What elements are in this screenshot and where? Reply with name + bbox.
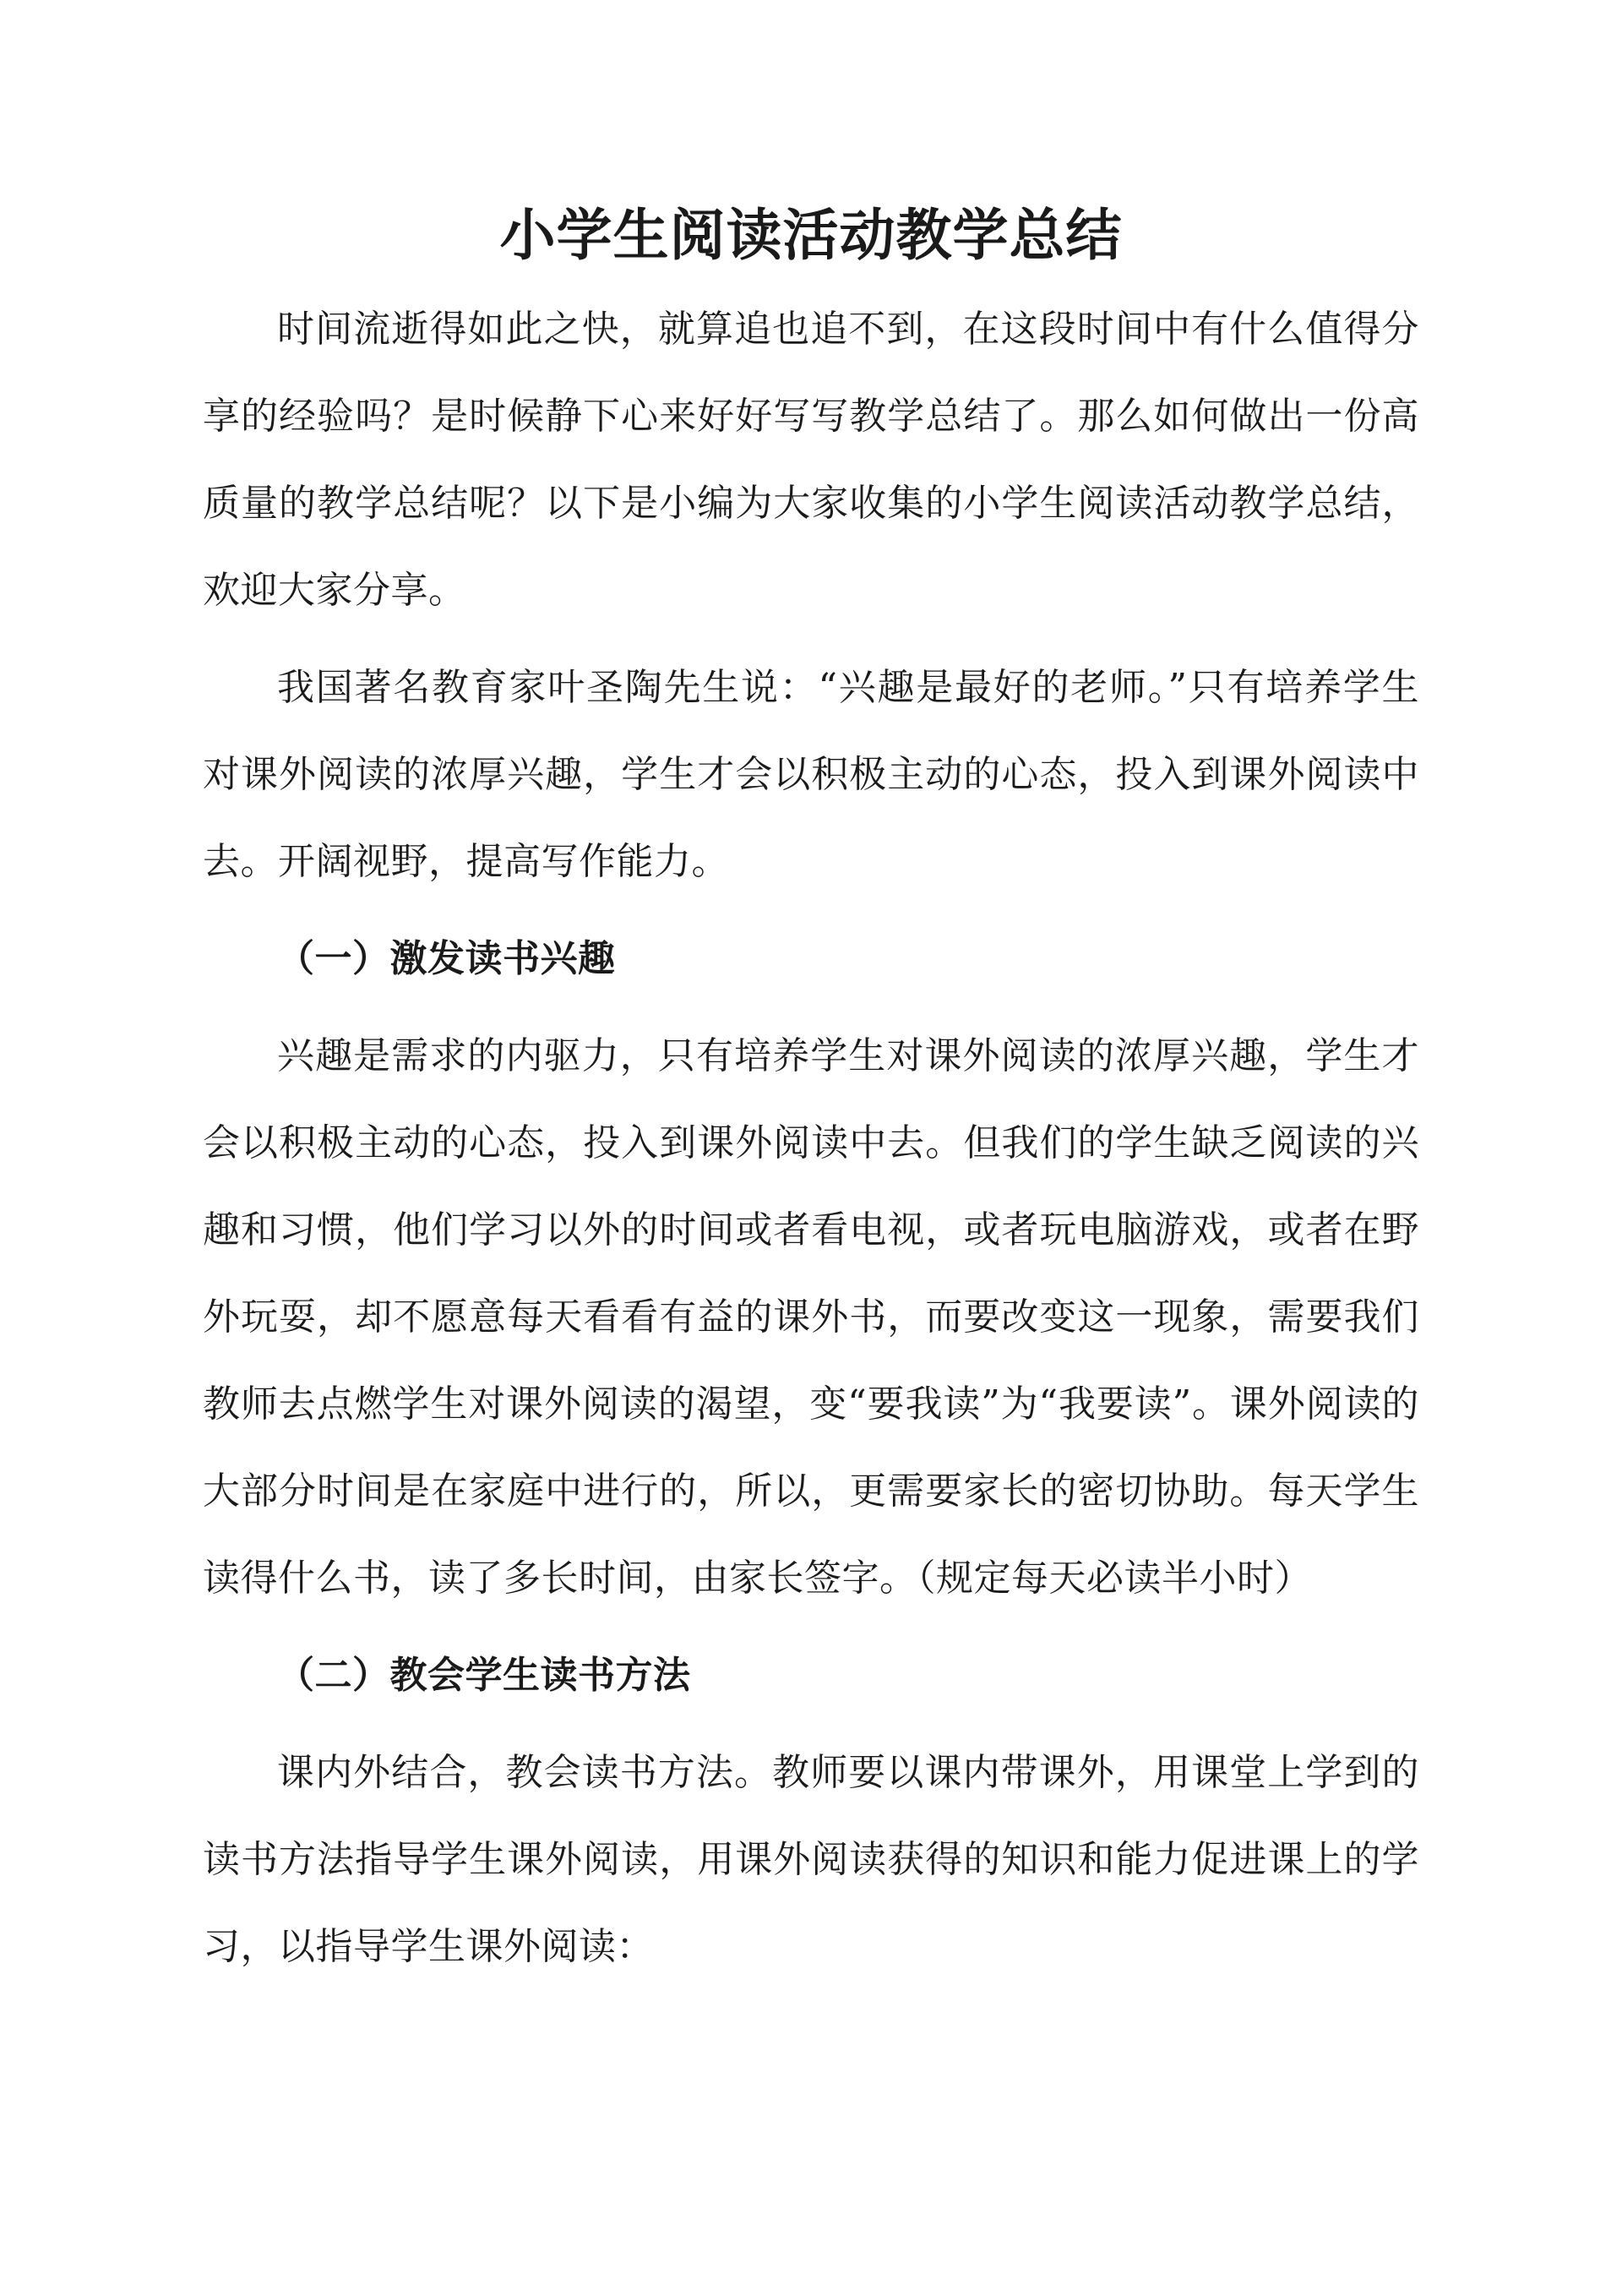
intro-paragraph: 时间流逝得如此之快，就算追也追不到，在这段时间中有什么值得分享的经验吗？是时候静下心来好好写写教学总结了。那么如何做出一份高质量的教学总结呢？以下是小编为大家收集的小学生阅读活动教学总结，欢迎大家分享。: [203, 308, 1419, 612]
section-heading-1: （一）激发读书兴趣: [277, 937, 616, 980]
document-title: 小学生阅读活动教学总结: [499, 202, 1123, 268]
paragraph-1: 我国著名教育家叶圣陶先生说：“兴趣是最好的老师。”只有培养学生对课外阅读的浓厚兴趣，学生才会以积极主动的心态，投入到课外阅读中去。开阔视野，提高写作能力。: [203, 666, 1419, 883]
paragraph-2: 兴趣是需求的内驱力，只有培养学生对课外阅读的浓厚兴趣，学生才会以积极主动的心态，投入到课外阅读中去。但我们的学生缺乏阅读的兴趣和习惯，他们学习以外的时间或者看电视，或者玩电脑游戏，或者在野外玩耍，却不愿意每天看看有益的课外书，而要改变这一现象，需要我们教师去点燃学生对课外阅读的渴望，变“要我读”为“我要读”。课外阅读的大部分时间是在家庭中进行的，所以，更需要家长的密切协助。每天学生读得什么书，读了多长时间，由家长签字。（规定每天必读半小时）: [203, 1034, 1419, 1600]
section-heading-2: （二）教会学生读书方法: [277, 1654, 691, 1697]
document-body: [203, 286, 1419, 2000]
paragraph-3: 课内外结合，教会读书方法。教师要以课内带课外，用课堂上学到的读书方法指导学生课外阅读，用课外阅读获得的知识和能力促进课上的学习，以指导学生课外阅读：: [203, 1751, 1419, 1968]
